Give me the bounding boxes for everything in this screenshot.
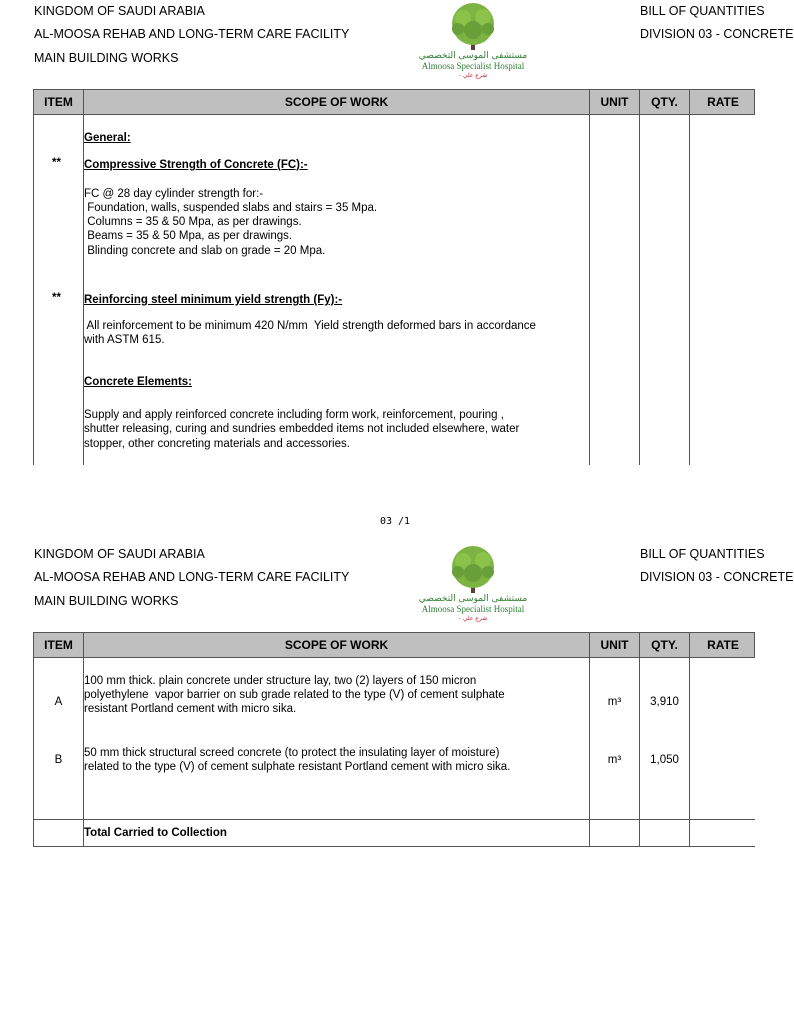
divider [33,819,755,820]
page-number: 03 /1 [379,516,411,527]
ce-line: stopper, other concreting materials and accessories. [84,438,350,450]
col-rate: RATE [707,638,739,652]
concrete-elements-heading: Concrete Elements: [84,376,193,388]
row-unit: m³ [607,696,622,708]
divider [639,115,640,465]
row-desc-line: 50 mm thick structural screed concrete (to protect the insulating layer of moisture) [84,747,500,759]
fy-line: with ASTM 615. [84,334,165,346]
logo-arabic-text: مستشفى الموسى التخصصي [418,594,528,604]
divider [589,115,590,465]
header-boq: BILL OF QUANTITIES [640,547,765,561]
fc-heading: Compressive Strength of Concrete (FC):- [84,159,308,171]
row-desc-line: 100 mm thick. plain concrete under structure lay, two (2) layers of 150 micron [84,675,477,687]
col-qty: QTY. [651,95,678,109]
logo-english-text: Almoosa Specialist Hospital [421,61,525,71]
fy-line: All reinforcement to be minimum 420 N/mm Yield strength deformed bars in accordance [84,320,536,332]
divider [589,89,590,115]
divider [689,632,690,658]
header-project: AL-MOOSA REHAB AND LONG-TERM CARE FACILITY [34,27,350,41]
row-item: A [54,696,63,708]
tree-icon [413,2,533,52]
col-scope: SCOPE OF WORK [284,95,389,109]
divider [33,115,34,465]
col-unit: UNIT [600,95,629,109]
header-works: MAIN BUILDING WORKS [34,51,179,65]
marker-fc: ** [52,157,61,169]
table-header [33,89,755,115]
divider [83,632,84,658]
divider [639,658,640,846]
col-rate: RATE [707,95,739,109]
hospital-logo [413,545,533,625]
col-item: ITEM [44,638,73,652]
logo-english-text: Almoosa Specialist Hospital [421,604,525,614]
col-qty: QTY. [651,638,678,652]
divider [639,89,640,115]
divider [83,89,84,115]
fc-intro: FC @ 28 day cylinder strength for:- [84,188,264,200]
logo-small-text: - شرع علي [458,615,488,622]
row-desc-line: related to the type (V) of cement sulphate resistant Portland cement with micro sika. [84,761,511,773]
fc-line: Foundation, walls, suspended slabs and stairs = 35 Mpa. [84,202,378,214]
header-division: DIVISION 03 - CONCRETE [640,27,794,41]
header-country: KINGDOM OF SAUDI ARABIA [34,4,205,18]
divider [589,632,590,658]
fc-line: Beams = 35 & 50 Mpa, as per drawings. [84,230,293,242]
header-boq: BILL OF QUANTITIES [640,4,765,18]
header-project: AL-MOOSA REHAB AND LONG-TERM CARE FACILITY [34,570,350,584]
ce-line: shutter releasing, curing and sundries embedded items not included elsewhere, water [84,423,520,435]
fc-line: Blinding concrete and slab on grade = 20 Mpa. [84,245,326,257]
fy-heading: Reinforcing steel minimum yield strength (Fy):- [84,294,343,306]
divider [33,846,755,847]
header-division: DIVISION 03 - CONCRETE [640,570,794,584]
row-item: B [54,754,63,766]
row-qty: 3,910 [650,696,679,708]
col-scope: SCOPE OF WORK [284,638,389,652]
header-works: MAIN BUILDING WORKS [34,594,179,608]
tree-icon [413,545,533,595]
row-desc-line: polyethylene vapor barrier on sub grade related to the type (V) of cement sulphate [84,689,505,701]
col-item: ITEM [44,95,73,109]
table-header [33,632,755,658]
marker-fy: ** [52,292,61,304]
row-desc-line: resistant Portland cement with micro sika. [84,703,297,715]
hospital-logo [413,2,533,82]
divider [689,89,690,115]
header-country: KINGDOM OF SAUDI ARABIA [34,547,205,561]
general-heading: General: [84,132,131,144]
logo-small-text: - شرع علي [458,72,488,79]
logo-arabic-text: مستشفى الموسى التخصصي [418,51,528,61]
divider [33,658,34,846]
fc-line: Columns = 35 & 50 Mpa, as per drawings. [84,216,302,228]
divider [689,658,690,846]
total-carried-label: Total Carried to Collection [84,827,227,839]
ce-line: Supply and apply reinforced concrete including form work, reinforcement, pouring , [84,409,504,421]
divider [589,658,590,846]
divider [689,115,690,465]
row-unit: m³ [607,754,622,766]
col-unit: UNIT [600,638,629,652]
row-qty: 1,050 [650,754,679,766]
divider [639,632,640,658]
